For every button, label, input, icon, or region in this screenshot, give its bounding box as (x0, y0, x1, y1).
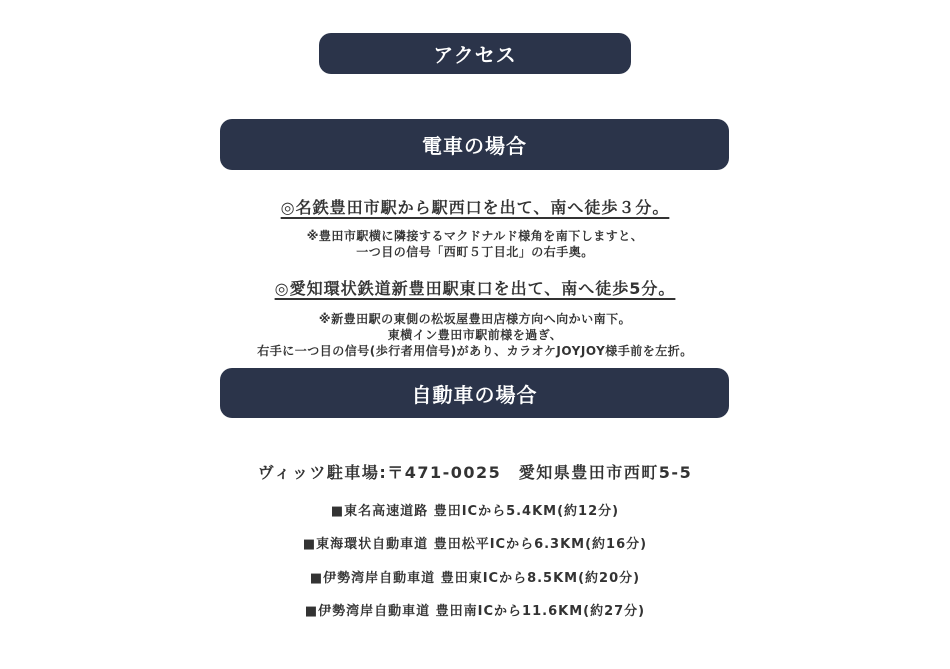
car-section-header (220, 368, 729, 418)
highway-route-item: ■東海環状自動車道 豊田松平ICから6.3KM(約16分) (302, 537, 648, 552)
train-route-aikan (0, 276, 950, 299)
train-section-header (220, 119, 729, 170)
train-note-meitetsu-line: 一つ目の信号「西町５丁目北」の右手奥。 (356, 245, 594, 259)
highway-route-item: ■伊勢湾岸自動車道 豊田東ICから8.5KM(約20分) (309, 571, 641, 586)
parking-address: ヴィッツ駐車場:〒471-0025 愛知県豊田市西町5-5 (257, 463, 693, 482)
train-note-meitetsu (0, 228, 950, 260)
train-note-aikan-line: ※新豊田駅の東側の松坂屋豊田店様方向へ向かい南下。 (318, 312, 632, 326)
train-note-aikan-line: 右手に一つ目の信号(歩行者用信号)があり、カラオケJOYJOY様手前を左折。 (257, 344, 693, 358)
highway-route-item: ■伊勢湾岸自動車道 豊田南ICから11.6KM(約27分) (304, 604, 646, 619)
train-note-meitetsu-line: ※豊田市駅横に隣接するマクドナルド様角を南下しますと、 (306, 229, 644, 243)
car-section-title: 自動車の場合 (411, 382, 538, 407)
highway-route-item: ■東名高速道路 豊田ICから5.4KM(約12分) (330, 504, 620, 519)
train-note-aikan-line: 東横イン豊田市駅前様を過ぎ、 (387, 328, 563, 342)
train-route-aikan-text: ◎愛知環状鉄道新豊田駅東口を出て、南へ徒歩5分。 (274, 279, 676, 298)
train-note-aikan (0, 311, 950, 359)
train-route-meitetsu-text: ◎名鉄豊田市駅から駅西口を出て、南へ徒歩３分。 (280, 198, 670, 217)
train-section-title: 電車の場合 (422, 134, 527, 158)
access-title: アクセス (433, 43, 517, 67)
train-route-meitetsu (0, 195, 950, 218)
access-title-bar (319, 33, 631, 74)
